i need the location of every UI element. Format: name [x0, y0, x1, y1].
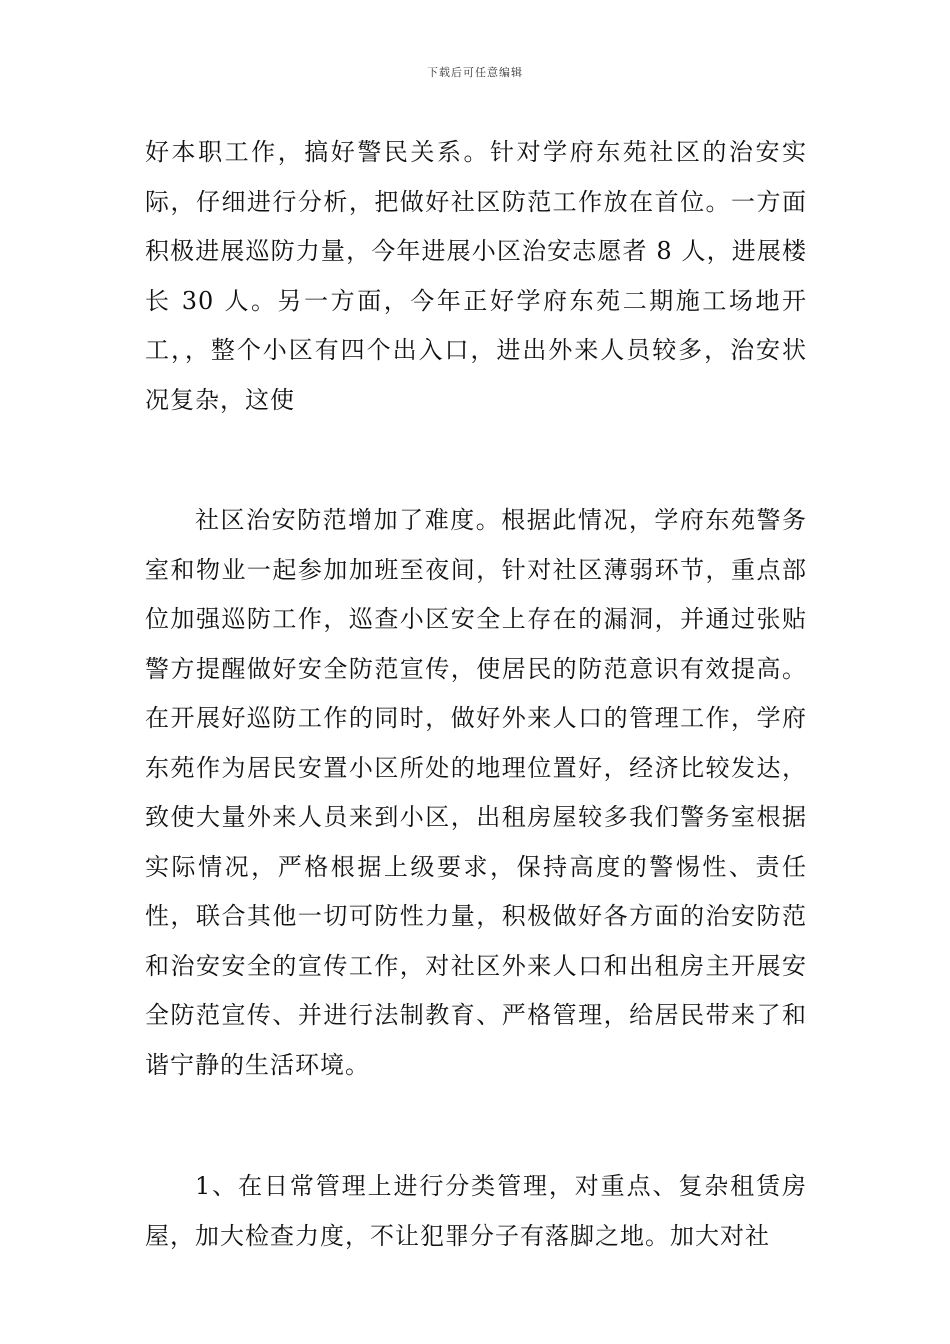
- paragraph-spacer: [145, 425, 807, 496]
- paragraph-item-1: 1、在日常管理上进行分类管理，对重点、复杂租赁房屋，加大检查力度，不让犯罪分子有落脚之地。加大对社: [145, 1172, 807, 1250]
- paragraph-community-security: 社区治安防范增加了难度。根据此情况，学府东苑警务室和物业一起参加加班至夜间，针对社区薄弱环节，重点部位加强巡防工作，巡查小区安全上存在的漏洞，并通过张贴警方提醒做好安全防范宣传，使居民的防范意识有效提高。在开展好巡防工作的同时，做好外来人口的管理工作，学府东苑作为居民安置小区所处的地理位置好，经济比较发达，致使大量外来人员来到小区，出租房屋较多我们警务室根据实际情况，严格根据上级要求，保持高度的警惕性、责任性，联合其他一切可防性力量，积极做好各方面的治安防范和治安安全的宣传工作，对社区外来人口和出租房主开展安全防范宣传、并进行法制教育、严格管理，给居民带来了和谐宁静的生活环境。: [145, 506, 807, 1079]
- page-header-note: 下载后可任意编辑: [427, 66, 523, 79]
- paragraph-continued: 好本职工作，搞好警民关系。针对学府东苑社区的治安实际，仔细进行分析，把做好社区防范工作放在首位。一方面积极进展巡防力量，今年进展小区治安志愿者 8 人，进展楼长 30 人。另一方面，今年正好学府东苑二期施工场地开工，，整个小区有四个出入口，进出外来人员较多，治安状况复杂，这使: [145, 138, 807, 414]
- document-body: [145, 128, 807, 1261]
- paragraph-spacer: [145, 1090, 807, 1162]
